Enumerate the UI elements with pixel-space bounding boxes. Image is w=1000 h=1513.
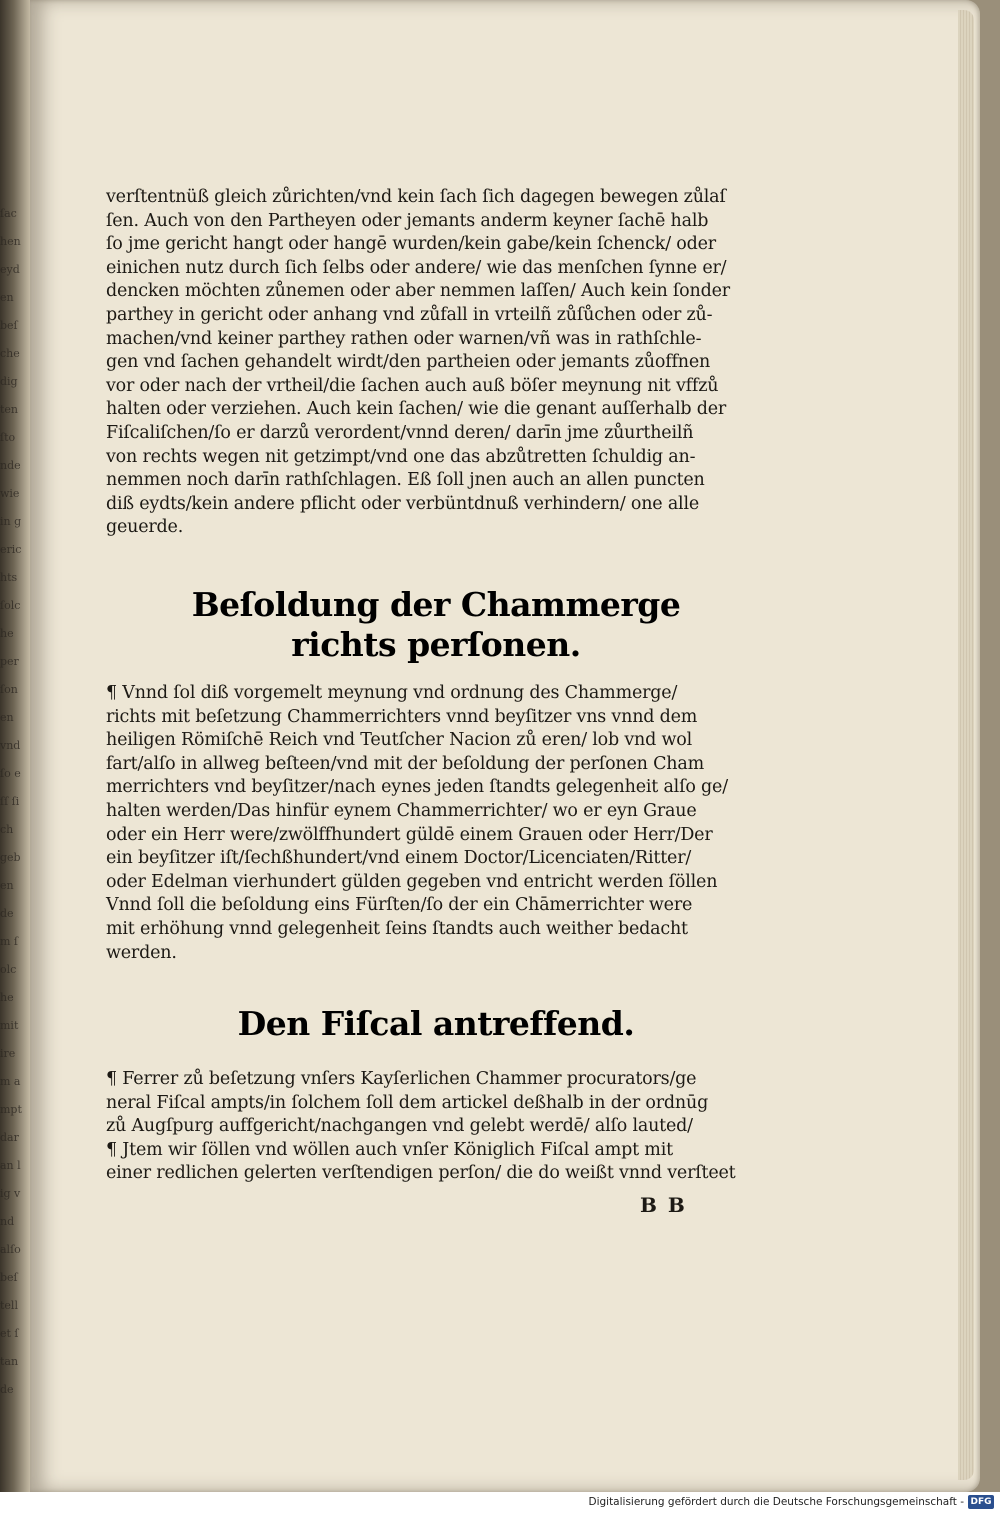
text-line: merrichters vnd beyſitzer/nach eynes jeden ſtandts gelegenheit alſo ge/ bbox=[106, 777, 728, 798]
text-line: oder Edelman vierhundert gülden gegeben vnd entricht werden ſöllen bbox=[106, 871, 718, 892]
text-line: werden. bbox=[106, 942, 177, 963]
text-line: ſo jme gericht hangt oder hangē wurden/kein gabe/kein ſchenck/ oder bbox=[106, 234, 716, 255]
footer-credit: Digitalisierung gefördert durch die Deutsche Forschungsgemeinschaft - bbox=[588, 1496, 964, 1508]
text-line: ein beyſitzer iſt/ſechßhundert/vnd einem Doctor/Licenciaten/Ritter/ bbox=[106, 848, 692, 869]
section-heading-fiscal bbox=[106, 1004, 766, 1044]
text-line: zů Augſpurg auffgericht/nachgangen vnd gelebt werdē/ alſo lauted/ bbox=[106, 1116, 693, 1137]
signature-mark: B B bbox=[640, 1193, 687, 1217]
heading-line: Den Fiſcal antreffend. bbox=[237, 1004, 635, 1043]
text-line: Vnnd ſoll die beſoldung eins Fürſten/ſo der ein Chāmerrichter were bbox=[106, 895, 693, 916]
dfg-logo: DFG bbox=[968, 1495, 994, 1509]
section-heading-besoldung bbox=[106, 585, 766, 665]
heading-line: Beſoldung der Chammerge bbox=[191, 585, 681, 624]
page-edge bbox=[958, 10, 974, 1480]
text-line: halten oder verziehen. Auch kein ſachen/ wie die genant auſſerhalb der bbox=[106, 399, 727, 420]
text-line: verſtentnüß gleich zůrichten/vnd kein ſach ſich dagegen bewegen zůlaſ bbox=[106, 187, 726, 207]
footer-bar bbox=[0, 1492, 1000, 1513]
text-line: halten werden/Das hinfür eynem Chammerrichter/ wo er eyn Graue bbox=[106, 800, 697, 821]
text-line: einichen nutz durch ſich ſelbs oder andere/ wie das menſchen ſynne er/ bbox=[106, 257, 727, 278]
text-line: vor oder nach der vrtheil/die ſachen auch auß böſer meynung nit vffzů bbox=[106, 375, 719, 396]
text-line: oder ein Herr were/zwölffhundert güldē einem Grauen oder Herr/Der bbox=[106, 824, 713, 845]
text-line: Fiſcaliſchen/ſo er darzů verordent/vnnd deren/ darīn jme zůurtheilñ bbox=[106, 422, 694, 443]
text-line: heiligen Römiſchē Reich vnd Teutſcher Nacion zů eren/ lob vnd wol bbox=[106, 730, 692, 751]
text-line: ¶ Jtem wir ſöllen vnd wöllen auch vnſer Königlich Fiſcal ampt mit bbox=[106, 1139, 673, 1160]
text-line: ¶ Ferrer zů beſetzung vnſers Kayſerlichen Chammer procurators/ge bbox=[106, 1069, 697, 1089]
facing-page-margin-text: ſachen eyden beſchedigten ſtonde wie in gerichts ſolche perſonen vnd ſo eſſ ſich geben dem ſolche mit irem ampt daran lig vnd alſo beſtellet ſtande bbox=[0, 207, 22, 1396]
text-line: mit erhöhung vnnd gelegenheit ſeins ſtandts auch weither bedacht bbox=[106, 918, 688, 939]
text-line: fart/alſo in allweg beſteen/vnd mit der beſoldung der perſonen Cham bbox=[106, 753, 704, 774]
text-line: geuerde. bbox=[106, 517, 184, 538]
text-line: dencken möchten zůnemen oder aber nemmen laſſen/ Auch kein ſonder bbox=[106, 281, 730, 302]
heading-line: richts perſonen. bbox=[291, 625, 581, 664]
text-line: ¶ Vnnd ſol diß vorgemelt meynung vnd ordnung des Chammerge/ bbox=[106, 683, 678, 703]
text-line: einer redlichen gelerten verſtendigen perſon/ die do weißt vnnd verſteet bbox=[106, 1163, 736, 1184]
paragraph-fiscal bbox=[106, 1068, 766, 1186]
text-line: nemmen noch darīn rathſchlagen. Eß ſoll jnen auch an allen puncten bbox=[106, 470, 705, 491]
text-line: neral Fiſcal ampts/in ſolchem ſoll dem artickel deßhalb in der ordnūg bbox=[106, 1092, 709, 1113]
paragraph-oath-text bbox=[106, 186, 766, 540]
text-line: machen/vnd keiner parthey rathen oder warnen/vñ was in rathſchle- bbox=[106, 328, 702, 349]
text-line: ſen. Auch von den Partheyen oder jemants anderm keyner ſachē halb bbox=[106, 210, 709, 231]
paragraph-besoldung bbox=[106, 682, 766, 965]
text-line: von rechts wegen nit getzimpt/vnd one das abzůtretten ſchuldig an- bbox=[106, 446, 696, 467]
text-line: gen vnd ſachen gehandelt wirdt/den partheien oder jemants zůoffnen bbox=[106, 352, 711, 373]
text-line: diß eydts/kein andere pflicht oder verbüntdnuß verhindern/ one alle bbox=[106, 493, 699, 514]
text-line: richts mit beſetzung Chammerrichters vnnd beyſitzer vns vnnd dem bbox=[106, 706, 698, 727]
text-line: parthey in gericht oder anhang vnd zůfall in vrteilñ zůſůchen oder zů- bbox=[106, 304, 713, 325]
